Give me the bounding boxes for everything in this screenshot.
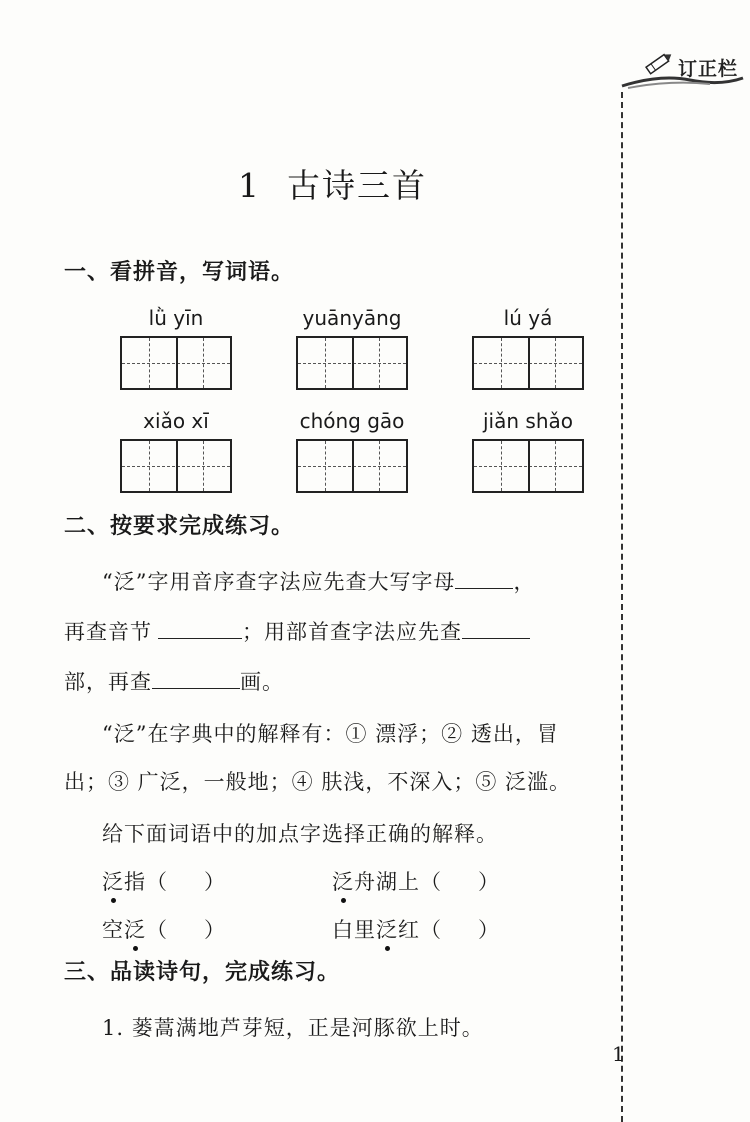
writing-box[interactable] [472, 439, 584, 493]
correction-label: 订正栏 [678, 58, 739, 80]
word-part: 红 [398, 918, 420, 942]
exercise-line: 给下面词语中的加点字选择正确的解释。 [102, 822, 498, 846]
writing-box[interactable] [296, 439, 408, 493]
dotted-char: 泛 [124, 918, 146, 942]
writing-box[interactable] [120, 439, 232, 493]
question-text: 画。 [240, 670, 284, 694]
writing-box[interactable] [120, 336, 232, 390]
question-text: 再查音节 [64, 620, 152, 644]
poem-line: 1. 蒌蒿满地芦芽短，正是河豚欲上时。 [102, 1016, 484, 1040]
question-text: ；用部首查字法应先查 [242, 620, 462, 644]
word-choice [332, 914, 500, 944]
pinyin-text: jiǎn shǎo [483, 409, 573, 433]
correction-column-header [620, 48, 745, 88]
dotted-char: 泛 [332, 870, 354, 894]
pencil-icon [642, 50, 676, 76]
correction-divider [621, 92, 623, 1122]
exercise-line [64, 666, 284, 696]
word-part: 空 [102, 918, 124, 942]
pinyin-text: xiǎo xī [143, 409, 209, 433]
paren-open: （ [146, 918, 168, 942]
pinyin-text: chóng gāo [299, 409, 405, 433]
question-text: 部，再查 [64, 670, 152, 694]
section-1-heading: 一、看拼音，写词语。 [64, 260, 295, 285]
word-choice [102, 914, 226, 944]
section-2-heading: 二、按要求完成练习。 [64, 514, 295, 539]
exercise-line [102, 566, 535, 596]
word-part: 白里 [332, 918, 376, 942]
answer-blank[interactable] [158, 616, 242, 639]
question-text: “泛”字用音序查字法应先查大写字母 [102, 570, 456, 594]
word-part: 舟湖上 [354, 870, 420, 894]
exercise-line: 出；③ 广泛，一般地；④ 肤浅，不深入；⑤ 泛滥。 [64, 770, 572, 794]
section-3-heading: 三、品读诗句，完成练习。 [64, 960, 341, 985]
paren-open: （ [146, 870, 168, 894]
lesson-number: 1 [238, 166, 261, 205]
page-number: 1 [612, 1042, 625, 1066]
writing-box[interactable] [472, 336, 584, 390]
paren-close: ） [204, 870, 226, 894]
punctuation: ， [513, 570, 536, 594]
pinyin-text: yuānyāng [302, 306, 402, 330]
paren-close: ） [478, 918, 500, 942]
paren-close: ） [478, 870, 500, 894]
paren-close: ） [204, 918, 226, 942]
pinyin-text: lǜ yīn [148, 306, 204, 330]
lesson-title [238, 160, 427, 207]
paren-open: （ [420, 918, 442, 942]
word-part: 指 [124, 870, 146, 894]
pinyin-text: lú yá [503, 306, 553, 330]
word-choice [102, 866, 226, 896]
dotted-char: 泛 [102, 870, 124, 894]
exercise-line [64, 616, 530, 646]
paren-open: （ [420, 870, 442, 894]
answer-blank[interactable] [152, 666, 240, 689]
lesson-name: 古诗三首 [287, 166, 427, 205]
answer-blank[interactable] [462, 616, 530, 639]
exercise-line: “泛”在字典中的解释有：① 漂浮；② 透出，冒 [102, 722, 559, 746]
answer-blank[interactable] [455, 566, 513, 589]
dotted-char: 泛 [376, 918, 398, 942]
word-choice [332, 866, 500, 896]
writing-box[interactable] [296, 336, 408, 390]
